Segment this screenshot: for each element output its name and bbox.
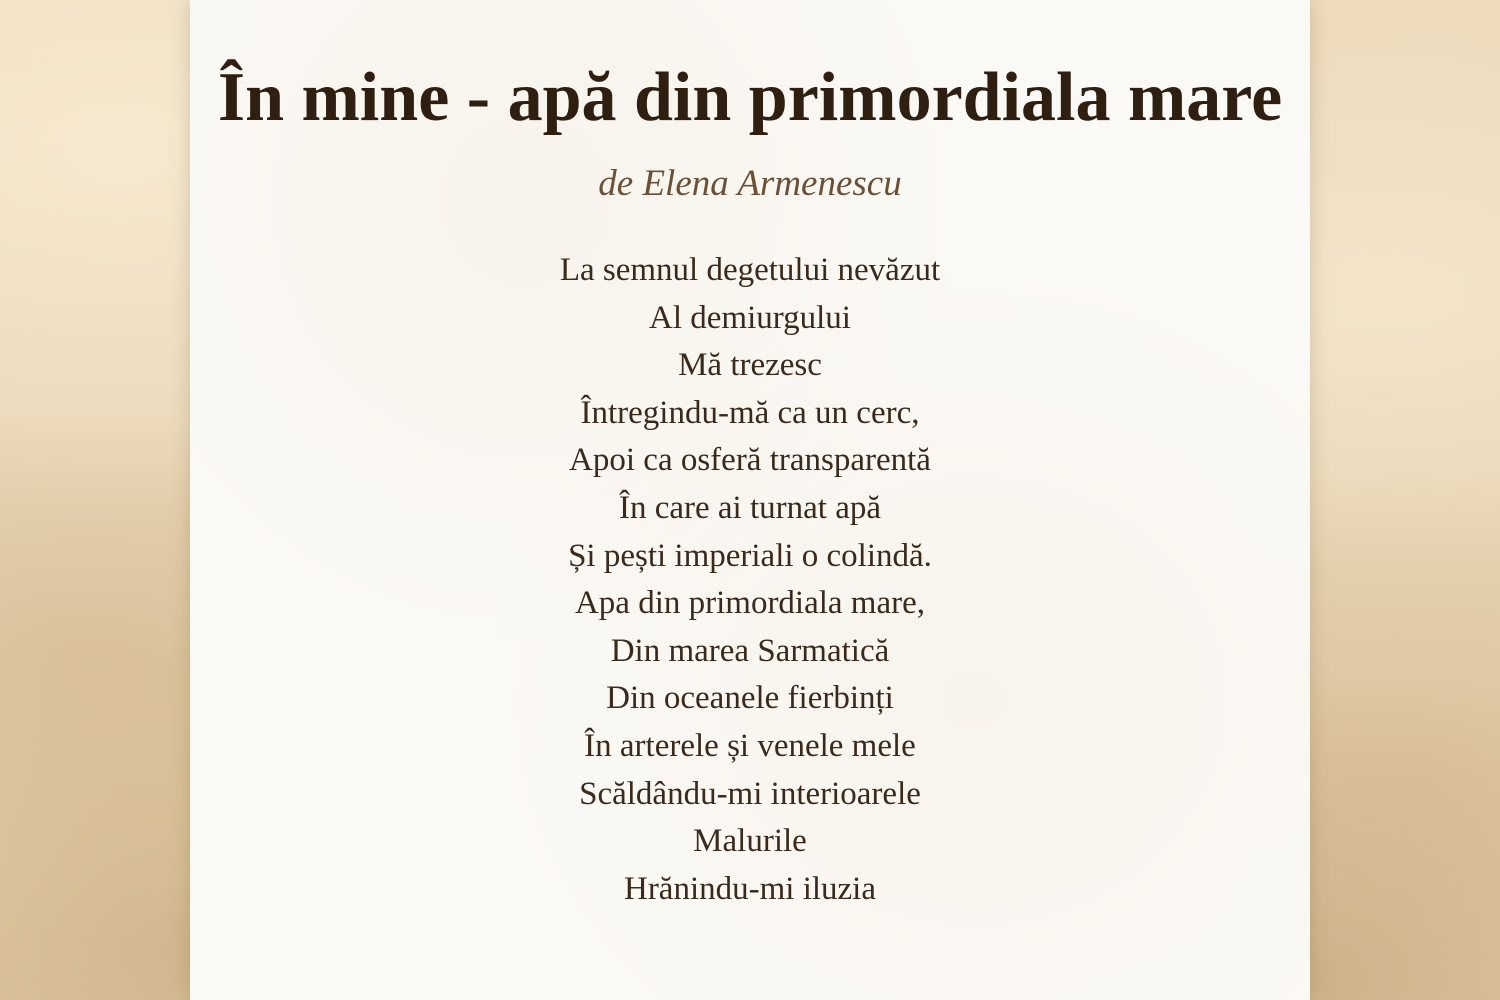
- poem-line: La semnul degetului nevăzut: [559, 252, 941, 288]
- poem-line: În arterele și venele mele: [584, 727, 916, 764]
- poem-line: Scăldându-mi interioarele: [579, 775, 921, 812]
- poem-line: Întregindu-mă ca un cerc,: [580, 394, 920, 431]
- poem-line: În care ai turnat apă: [618, 489, 881, 526]
- poem-body: [190, 247, 1310, 913]
- poem-line: Și pești imperiali o colindă.: [568, 537, 932, 574]
- poem-line: Hrănindu-mi iluzia: [623, 870, 876, 907]
- poem-page: [190, 0, 1310, 1000]
- poem-title: În mine - apă din primordiala mare: [217, 59, 1283, 136]
- poem-line: Din oceanele fierbinți: [606, 680, 894, 717]
- poem-line: Apa din primordiala mare,: [574, 585, 926, 622]
- poem-line: Malurile: [693, 823, 807, 860]
- poem-line: Din marea Sarmatică: [610, 632, 890, 669]
- poem-line: Apoi ca osferă transparentă: [569, 442, 931, 479]
- poem-line: Mă trezesc: [678, 347, 822, 384]
- poem-author: de Elena Armenescu: [598, 163, 902, 204]
- poem-line: Al demiurgului: [649, 299, 851, 336]
